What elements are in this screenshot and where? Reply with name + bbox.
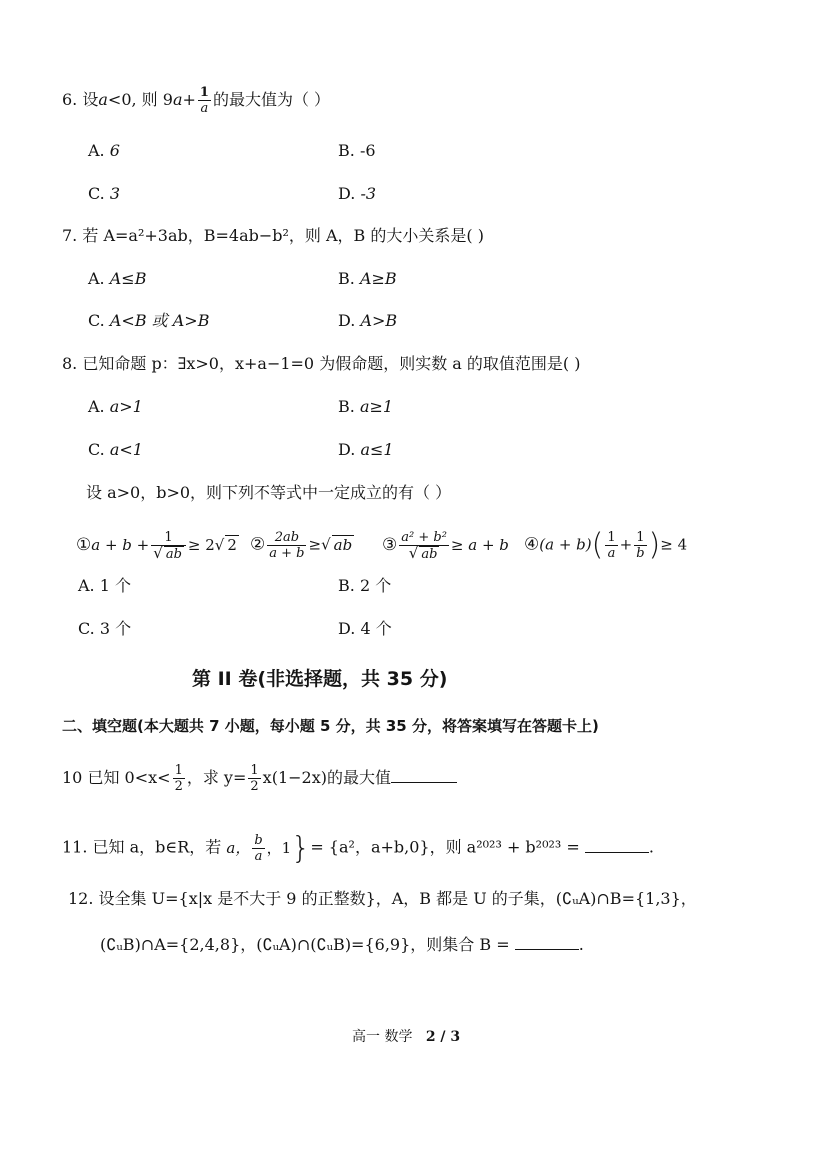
q6-option-a: A. 6: [88, 141, 120, 160]
q9-option-b: B. 2 个: [338, 576, 392, 595]
q8-option-c: C. a<1: [88, 440, 143, 459]
q6-number: 6.: [62, 90, 78, 109]
q6-prefix: 设: [82, 90, 99, 109]
q9-inequality-1: ①a + b + $\frac{1}{√ ab}$ ≥ 2√ 2: [76, 530, 237, 562]
q7-option-d: D. A>B: [338, 311, 398, 330]
q6-plus: +: [182, 90, 196, 109]
q8-option-a: A. a>1: [88, 397, 143, 416]
q6-var: a: [98, 90, 108, 109]
question-12-line-2: (∁ᵤB)∩A={2,4,8}，(∁ᵤA)∩(∁ᵤB)={6,9}，则集合 B = .: [100, 935, 584, 954]
q7-option-a: A. A≤B: [88, 269, 147, 288]
q11-answer-blank[interactable]: [585, 838, 649, 853]
question-12-line-1: 12. 设全集 U={x|x 是不大于 9 的正整数}，A，B 都是 U 的子集，(∁ᵤA)∩B={1,3}，: [68, 889, 697, 908]
q8-option-d: D. a≤1: [338, 440, 394, 459]
q8-option-b: B. a≥1: [338, 397, 394, 416]
q10-answer-blank[interactable]: [391, 768, 457, 783]
q6-option-b: B. -6: [338, 141, 376, 160]
q6-fraction: $\frac{1}{a}$: [199, 85, 209, 116]
q7-option-b: B. A≥B: [338, 269, 397, 288]
q6-suffix: 的最大值为（ ）: [212, 90, 331, 109]
q9-inequality-2: ② $\frac{2ab}{a + b}$ ≥√ ab: [250, 530, 353, 561]
q6-option-c: C. 3: [88, 184, 121, 203]
footer-subject: 高一 数学: [352, 1029, 413, 1045]
question-10-stem: 10 已知 0<x< $\frac{1}{2}$ ，求 y= $\frac{1}{2}$ x(1−2x)的最大值: [62, 763, 457, 794]
question-7-stem: 7. 若 A=a²+3ab，B=4ab−b²，则 A，B 的大小关系是( ): [62, 226, 484, 245]
q9-inequality-4: ④(a + b)( $\frac{1}{a}$ + $\frac{1}{b}$ )≥ 4: [524, 527, 688, 563]
q9-option-a: A. 1 个: [78, 576, 132, 595]
footer-page-number: 2 / 3: [425, 1029, 461, 1045]
question-6-stem: 6. 设a<0, 则 9a+ $\frac{1}{a}$ 的最大值为（ ）: [62, 85, 331, 116]
q9-option-c: C. 3 个: [78, 619, 132, 638]
page-footer: [352, 1026, 460, 1046]
q9-option-d: D. 4 个: [338, 619, 392, 638]
q7-option-c: C. A<B 或 A>B: [88, 311, 210, 330]
q6-cond: <0, 则 9: [107, 90, 173, 109]
fill-in-section-header: 二、填空题(本大题共 7 小题，每小题 5 分，共 35 分，将答案填写在答题卡上): [62, 717, 599, 735]
question-9-stem: 设 a>0，b>0，则下列不等式中一定成立的有（ ）: [86, 483, 452, 502]
part-2-title: 第 II 卷(非选择题，共 35 分): [192, 668, 448, 690]
question-11-stem: 11. 已知 a，b∈R，若 a， $\frac{b}{a}$ ，1}= {a²，a+b,0}，则 a²⁰²³ + b²⁰²³ = .: [62, 830, 655, 866]
q12-answer-blank[interactable]: [515, 935, 579, 950]
question-8-stem: 8. 已知命题 p：∃x>0，x+a−1=0 为假命题，则实数 a 的取值范围是( ): [62, 354, 581, 373]
q6-option-d: D. -3: [338, 184, 377, 203]
q9-inequality-3: ③ $\frac{\text{a² + b²}}{√ ab}$ ≥ a + b: [382, 530, 509, 562]
